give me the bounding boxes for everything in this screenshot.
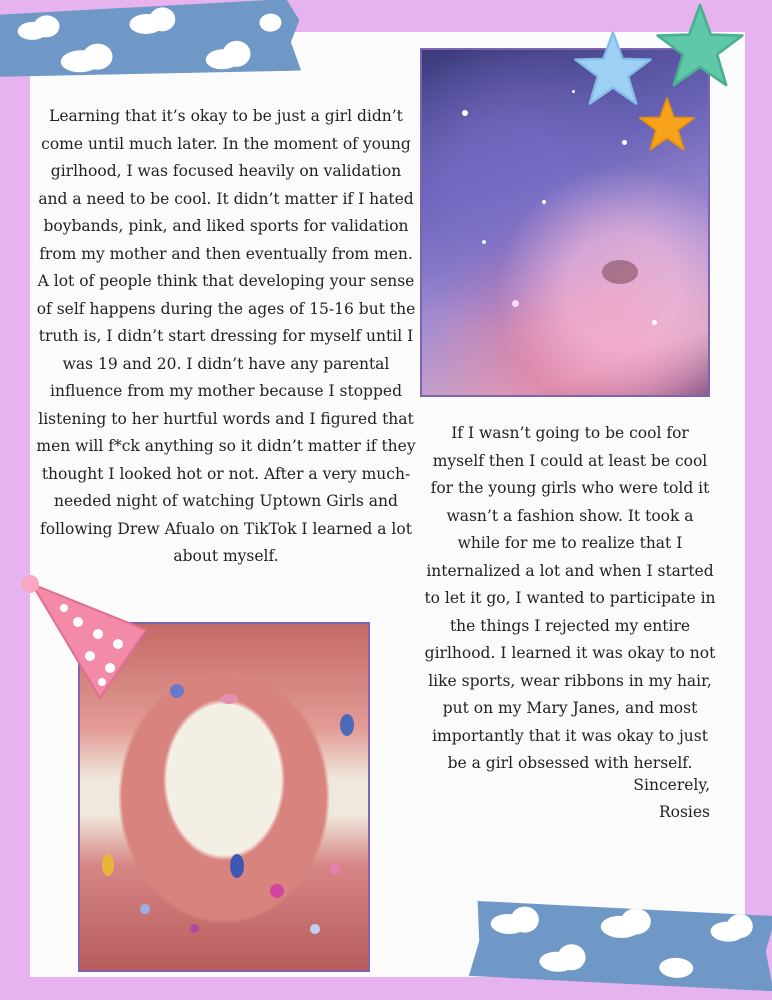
cloud-tape-bottom: [469, 901, 772, 992]
letter-signature: Rosies: [658, 803, 710, 821]
letter-paragraph-1: Learning that it’s okay to be just a girl didn’t come until much later. In the moment of young girlhood, I was focused heavily on validation and a need to be cool. It didn’t matter if I hated boybands, pink, and liked sports for validation from my mother and then eventually from men. A lot of people think that developing your sense of self happens during the ages of 15-16 but the truth is, I didn’t start dressing for myself until I was 19 and 20. I didn’t have any parental influence from my mother because I stopped listening to her hurtful words and I figured that men will f*ck anything so it didn’t matter if they thought I looked hot or not. After a very much-needed night of watching Uptown Girls and following Drew Afualo on TikTok I learned a lot about myself.: [36, 107, 416, 565]
green-star-icon: [655, 2, 745, 88]
orange-star-icon: [638, 96, 696, 152]
letter-closing: Sincerely,: [633, 776, 710, 794]
party-hat-icon: [18, 572, 153, 702]
letter-paragraph-2: If I wasn’t going to be cool for myself then I could at least be cool for the young girls who were told it wasn’t a fashion show. It took a while for me to realize that I internalized a lot and when I started to let it go, I wanted to participate in the things I rejected my entire girlhood. I learned it was okay to not like sports, wear ribbons in my hair, put on my Mary Janes, and most importantly that it was okay to just be a girl obsessed with herself.: [424, 424, 716, 772]
blue-star-icon: [573, 30, 653, 106]
cloud-tape-top: [0, 0, 301, 81]
